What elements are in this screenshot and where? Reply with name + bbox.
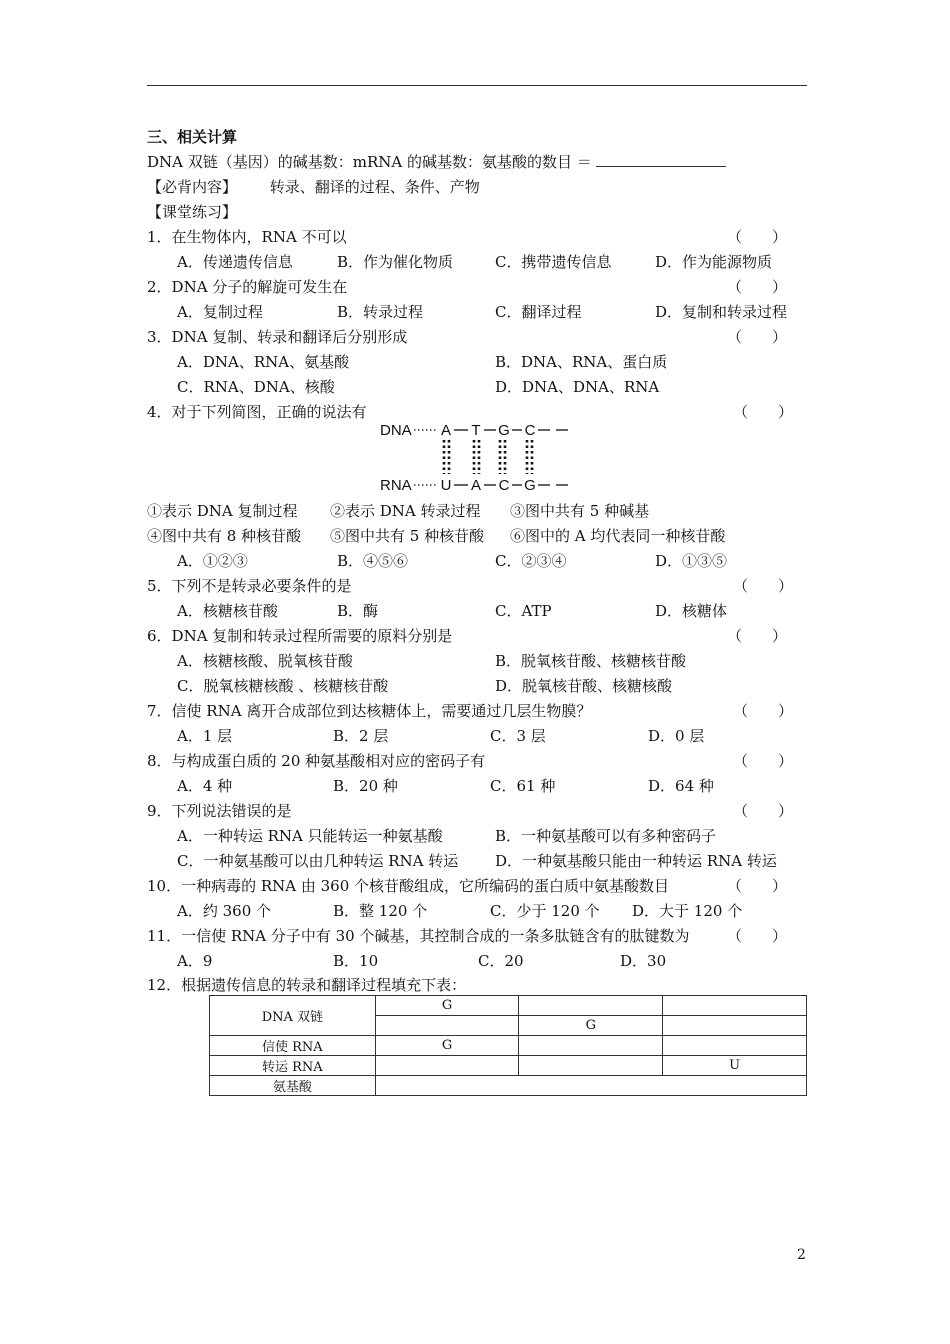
question-3-option-a: A．DNA、RNA、氨基酸 <box>177 353 350 371</box>
question-6-option-d: D．脱氧核苷酸、核糖核酸 <box>495 677 673 695</box>
question-10-option-c: C．少于 120 个 <box>490 902 600 920</box>
diagram-rna-base: C <box>498 477 510 494</box>
row-label-trna: 转运 RNA <box>210 1056 376 1076</box>
question-9-stem: 9．下列说法错误的是 <box>147 802 292 820</box>
diagram-rna-label: RNA <box>380 477 412 494</box>
table-cell[interactable] <box>519 1056 663 1076</box>
question-5-option-a: A．核糖核苷酸 <box>177 602 278 620</box>
question-11-option-d: D．30 <box>620 952 667 970</box>
diagram-dna-base: A <box>440 422 452 439</box>
question-7-stem: 7．信使 RNA 离开合成部位到达核糖体上，需要通过几层生物膜？ <box>147 702 592 720</box>
question-8-option-d: D．64 种 <box>648 777 714 795</box>
practice-label: 【课堂练习】 <box>147 203 238 221</box>
question-2-stem: 2．DNA 分子的解旋可发生在 <box>147 278 348 296</box>
diagram-rna-base: A <box>470 477 482 494</box>
diagram-dna-label: DNA <box>380 422 412 439</box>
question-9-answer-paren[interactable]: （ ） <box>733 802 794 820</box>
table-cell[interactable] <box>375 1056 519 1076</box>
formula-blank[interactable] <box>596 152 726 167</box>
must-memorize <box>147 177 480 197</box>
question-4-statement-5: ⑤图中共有 5 种核苷酸 <box>330 527 485 545</box>
question-4-option-a: A．①②③ <box>177 552 248 570</box>
question-2-option-b: B．转录过程 <box>337 303 424 321</box>
question-1-option-b: B．作为催化物质 <box>337 253 454 271</box>
diagram-dna-base: T <box>471 422 481 439</box>
question-11-option-c: C．20 <box>478 952 524 970</box>
table-cell[interactable]: G <box>375 996 519 1016</box>
question-9-option-a: A．一种转运 RNA 只能转运一种氨基酸 <box>177 827 443 845</box>
table-cell[interactable] <box>519 1036 663 1056</box>
diagram-rna-base: G <box>524 477 536 494</box>
question-4-statement-2: ②表示 DNA 转录过程 <box>330 502 481 520</box>
question-2-answer-paren[interactable]: （ ） <box>727 278 788 296</box>
question-6-answer-paren[interactable]: （ ） <box>727 627 788 645</box>
question-7-option-d: D．0 层 <box>648 727 705 745</box>
table-row <box>210 1056 807 1076</box>
table-cell[interactable]: G <box>375 1036 519 1056</box>
question-2-option-c: C．翻译过程 <box>495 303 582 321</box>
question-6-option-c: C．脱氧核糖核酸 、核糖核苷酸 <box>177 677 389 695</box>
dna-rna-pairing-diagram <box>370 418 585 498</box>
question-8-stem: 8．与构成蛋白质的 20 种氨基酸相对应的密码子有 <box>147 752 486 770</box>
question-6-option-b: B．脱氧核苷酸、核糖核苷酸 <box>495 652 687 670</box>
question-4-statement-4: ④图中共有 8 种核苷酸 <box>147 527 302 545</box>
diagram-rna-base: U <box>440 477 452 494</box>
table-cell[interactable] <box>663 996 807 1016</box>
question-2-option-a: A．复制过程 <box>177 303 263 321</box>
table-cell[interactable]: U <box>663 1056 807 1076</box>
table-row <box>210 1076 807 1096</box>
table-row <box>210 1036 807 1056</box>
question-9-option-c: C．一种氨基酸可以由几种转运 RNA 转运 <box>177 852 459 870</box>
question-4-answer-paren[interactable]: （ ） <box>733 403 794 421</box>
page-number: 2 <box>797 1247 806 1263</box>
question-11-option-a: A．9 <box>177 952 213 970</box>
section-title: 三、相关计算 <box>147 128 238 146</box>
question-1-answer-paren[interactable]: （ ） <box>727 228 788 246</box>
diagram-dna-base: C <box>524 422 536 439</box>
question-3-option-d: D．DNA、DNA、RNA <box>495 378 660 396</box>
question-9-option-b: B．一种氨基酸可以有多种密码子 <box>495 827 717 845</box>
question-10-stem: 10．一种病毒的 RNA 由 360 个核苷酸组成，它所编码的蛋白质中氨基酸数目 <box>147 877 670 895</box>
question-4-stem: 4．对于下列简图，正确的说法有 <box>147 403 367 421</box>
question-2-option-d: D．复制和转录过程 <box>655 303 788 321</box>
question-10-answer-paren[interactable]: （ ） <box>727 877 788 895</box>
question-8-option-c: C．61 种 <box>490 777 556 795</box>
question-7-option-c: C．3 层 <box>490 727 546 745</box>
question-1-stem: 1．在生物体内，RNA 不可以 <box>147 228 347 246</box>
table-cell[interactable] <box>663 1016 807 1036</box>
question-3-option-b: B．DNA、RNA、蛋白质 <box>495 353 668 371</box>
question-10-option-a: A．约 360 个 <box>177 902 271 920</box>
question-5-answer-paren[interactable]: （ ） <box>733 577 794 595</box>
question-11-option-b: B．10 <box>333 952 379 970</box>
question-11-stem: 11．一信使 RNA 分子中有 30 个碱基，其控制合成的一条多肽链含有的肽键数为 <box>147 927 690 945</box>
question-8-answer-paren[interactable]: （ ） <box>733 752 794 770</box>
question-9-option-d: D．一种氨基酸只能由一种转运 RNA 转运 <box>495 852 777 870</box>
question-10-option-d: D．大于 120 个 <box>632 902 743 920</box>
question-8-option-a: A．4 种 <box>177 777 233 795</box>
question-1-option-c: C．携带遗传信息 <box>495 253 612 271</box>
question-4-option-b: B．④⑤⑥ <box>337 552 409 570</box>
table-cell[interactable] <box>375 1076 806 1096</box>
question-4-option-d: D．①③⑤ <box>655 552 728 570</box>
table-cell[interactable] <box>375 1016 519 1036</box>
formula-text: DNA 双链（基因）的碱基数：mRNA 的碱基数：氨基酸的数目 ＝ <box>147 153 592 171</box>
question-7-option-b: B．2 层 <box>333 727 389 745</box>
question-8-option-b: B．20 种 <box>333 777 398 795</box>
question-4-statement-3: ③图中共有 5 种碱基 <box>510 502 650 520</box>
question-1-option-a: A．传递遗传信息 <box>177 253 293 271</box>
question-6-option-a: A．核糖核酸、脱氧核苷酸 <box>177 652 353 670</box>
question-5-option-c: C．ATP <box>495 602 552 620</box>
question-6-stem: 6．DNA 复制和转录过程所需要的原料分别是 <box>147 627 453 645</box>
table-cell[interactable] <box>663 1036 807 1056</box>
question-7-option-a: A．1 层 <box>177 727 233 745</box>
must-memorize-text: 转录、翻译的过程、条件、产物 <box>269 178 480 196</box>
question-3-option-c: C．RNA、DNA、核酸 <box>177 378 335 396</box>
question-1-option-d: D．作为能源物质 <box>655 253 773 271</box>
table-row <box>210 996 807 1016</box>
transcription-translation-table <box>209 995 807 1096</box>
question-3-answer-paren[interactable]: （ ） <box>727 328 788 346</box>
header-rule <box>147 85 807 86</box>
question-4-option-c: C．②③④ <box>495 552 567 570</box>
question-4-statement-6: ⑥图中的 A 均代表同一种核苷酸 <box>510 527 726 545</box>
formula-line <box>147 152 726 172</box>
question-10-option-b: B．整 120 个 <box>333 902 428 920</box>
question-7-answer-paren[interactable]: （ ） <box>733 702 794 720</box>
question-5-option-b: B．酶 <box>337 602 379 620</box>
table-cell[interactable] <box>519 996 663 1016</box>
question-5-stem: 5．下列不是转录必要条件的是 <box>147 577 352 595</box>
row-label-dna: DNA 双链 <box>210 996 376 1036</box>
question-3-stem: 3．DNA 复制、转录和翻译后分别形成 <box>147 328 408 346</box>
row-label-mrna: 信使 RNA <box>210 1036 376 1056</box>
question-12-stem: 12．根据遗传信息的转录和翻译过程填充下表： <box>147 976 467 994</box>
question-11-answer-paren[interactable]: （ ） <box>727 927 788 945</box>
question-5-option-d: D．核糖体 <box>655 602 728 620</box>
diagram-dna-base: G <box>498 422 510 439</box>
must-memorize-label: 【必背内容】 <box>147 178 238 196</box>
row-label-amino-acid: 氨基酸 <box>210 1076 376 1096</box>
question-4-statement-1: ①表示 DNA 复制过程 <box>147 502 298 520</box>
table-cell[interactable]: G <box>519 1016 663 1036</box>
